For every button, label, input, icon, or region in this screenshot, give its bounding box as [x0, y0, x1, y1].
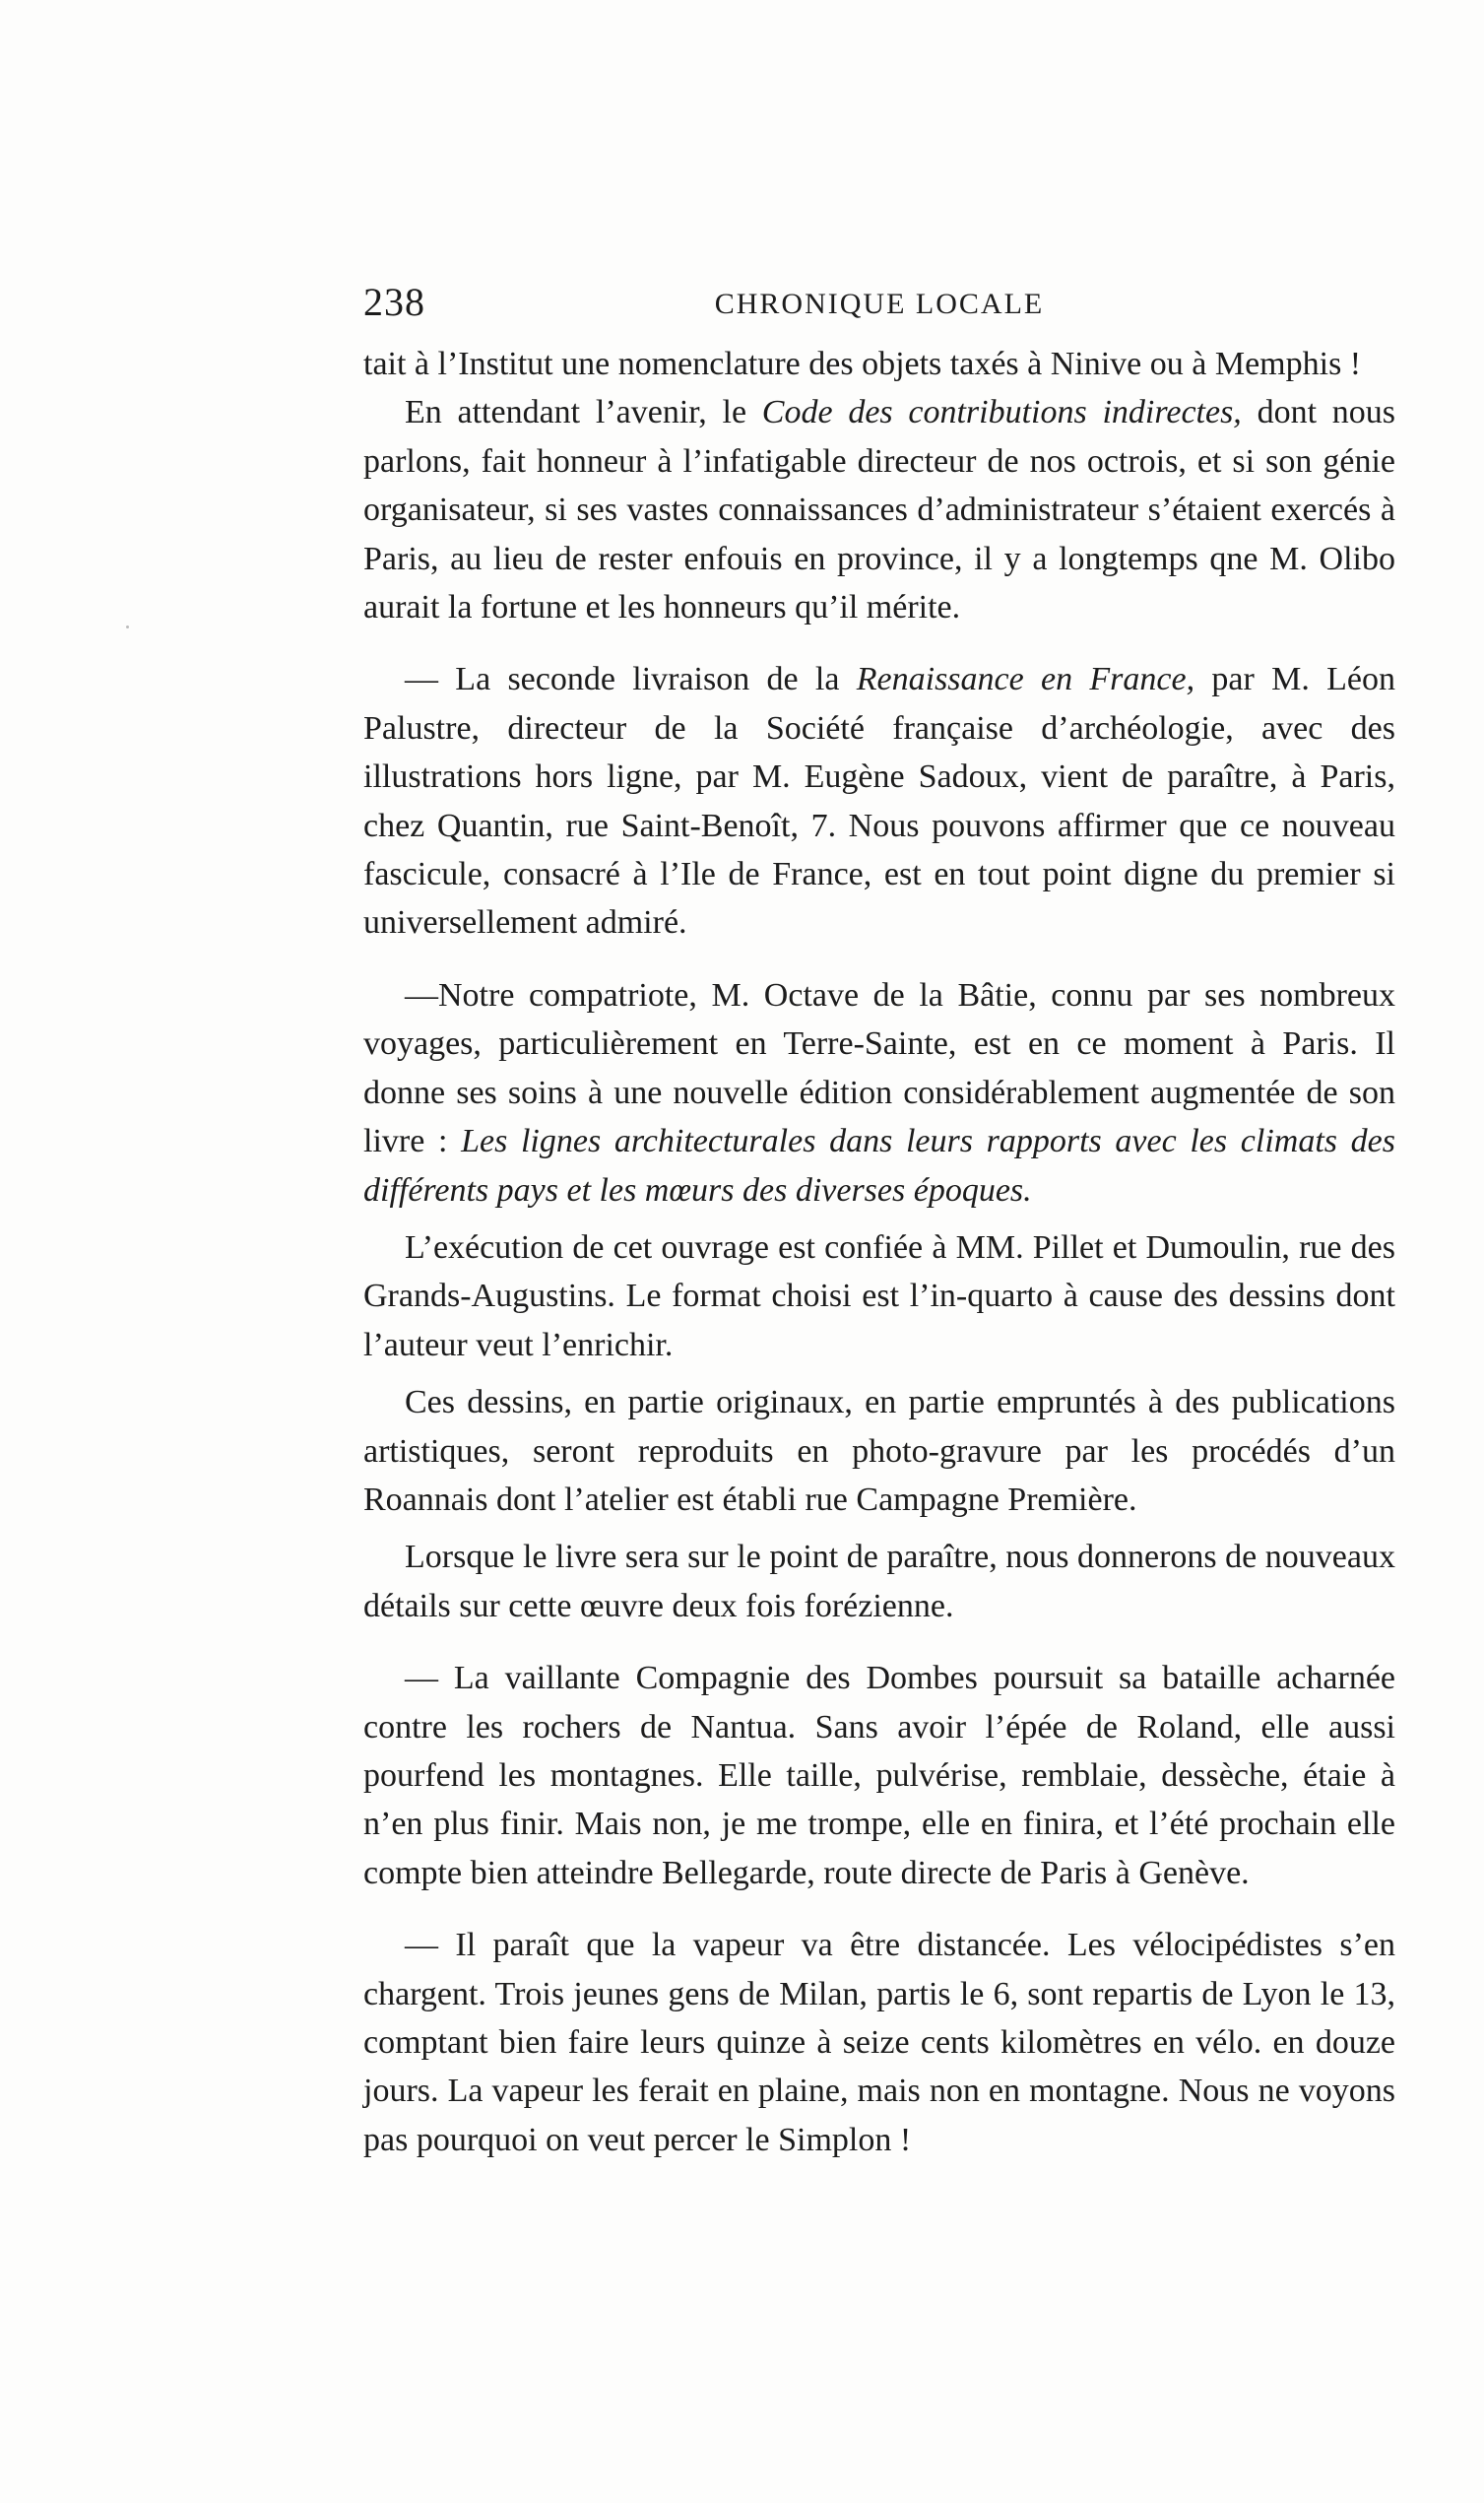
running-title: CHRONIQUE LOCALE — [714, 288, 1045, 320]
paragraph-continuation: tait à l’Institut une nomenclature des objets taxés à Ninive ou à Memphis ! — [363, 346, 1362, 382]
page-number: 238 — [363, 280, 425, 324]
paragraph-execution: L’exécution de cet ouvrage est confiée à MM. Pillet et Dumoulin, rue des Grands-Augustins. Le format choisi est l’in-quarto à cause des dessins dont l’auteur veut l’enrichir. — [363, 1228, 1395, 1363]
body-text — [363, 340, 1395, 2164]
paragraph-dessins: Ces dessins, en partie originaux, en partie empruntés à des publications artistiques, seront reproduits en photo-gravure par les procédés d’un Roannais dont l’atelier est établi rue Campagne Première. — [363, 1384, 1395, 1518]
paragraph-text: par M. Léon Palustre, directeur de la Société française d’archéologie, avec des illustrations hors ligne, par M. Eugène Sadoux, vient de paraître, à Paris, chez Quantin, rue Saint-Benoît, 7. Nous pouvons affirmer que ce nouveau fascicule, consacré à l’Ile de France, est en tout point digne du premier si universellement admiré. — [363, 661, 1395, 942]
paragraph-lorsque: Lorsque le livre sera sur le point de paraître, nous donnerons de nouveaux détails sur cette œuvre deux fois forézienne. — [363, 1539, 1395, 1624]
paragraph-renaissance — [363, 655, 1395, 947]
paragraph-text: —Notre compatriote, M. Octave de la Bâtie, connu par ses nombreux voyages, particulièrement en Terre-Sainte, est en ce moment à Paris. Il donne ses soins à une nouvelle édition considérablement augmentée de son livre : — [363, 976, 1395, 1160]
paragraph-code-contributions — [363, 388, 1395, 631]
paragraph-text: En attendant l’avenir, le — [405, 394, 762, 431]
book-title-italic: Code des contributions indirectes, — [761, 394, 1242, 431]
paragraph-text: dont nous parlons, fait honneur à l’infatigable directeur de nos octrois, et si son génie organisateur, si ses vastes connaissances d’administrateur s’étaient exercés à Paris, au lieu de rester enfouis en province, il y a longtemps qne M. Olibo aurait la fortune et les honneurs qu’il mérite. — [363, 394, 1395, 626]
page-header — [363, 278, 1395, 327]
paragraph-text: — La seconde livraison de la — [405, 661, 857, 698]
paragraph-octave-bastie — [363, 971, 1395, 1215]
book-title-italic: Les lignes architecturales dans leurs rapports avec les climats des différents pays et les mœurs des diverses époques. — [363, 1123, 1395, 1209]
paper-speck — [126, 626, 129, 628]
book-title-italic: Renaissance en France, — [856, 661, 1195, 698]
paragraph-velocipedistes: — Il paraît que la vapeur va être distancée. Les vélocipédistes s’en chargent. Trois jeunes gens de Milan, partis le 6, sont repartis de Lyon le 13, comptant bien faire leurs quinze à seize cents kilomètres en vélo. en douze jours. La vapeur les ferait en plaine, mais non en montagne. Nous ne voyons pas pourquoi on veut percer le Simplon ! — [363, 1927, 1395, 2158]
paragraph-compagnie-dombes: — La vaillante Compagnie des Dombes poursuit sa bataille acharnée contre les rochers de Nantua. Sans avoir l’épée de Roland, elle aussi pourfend les montagnes. Elle taille, pulvérise, remblaie, dessèche, étaie à n’en plus finir. Mais non, je me trompe, elle en finira, et l’été prochain elle compte bien atteindre Bellegarde, route directe de Paris à Genève. — [363, 1660, 1395, 1891]
